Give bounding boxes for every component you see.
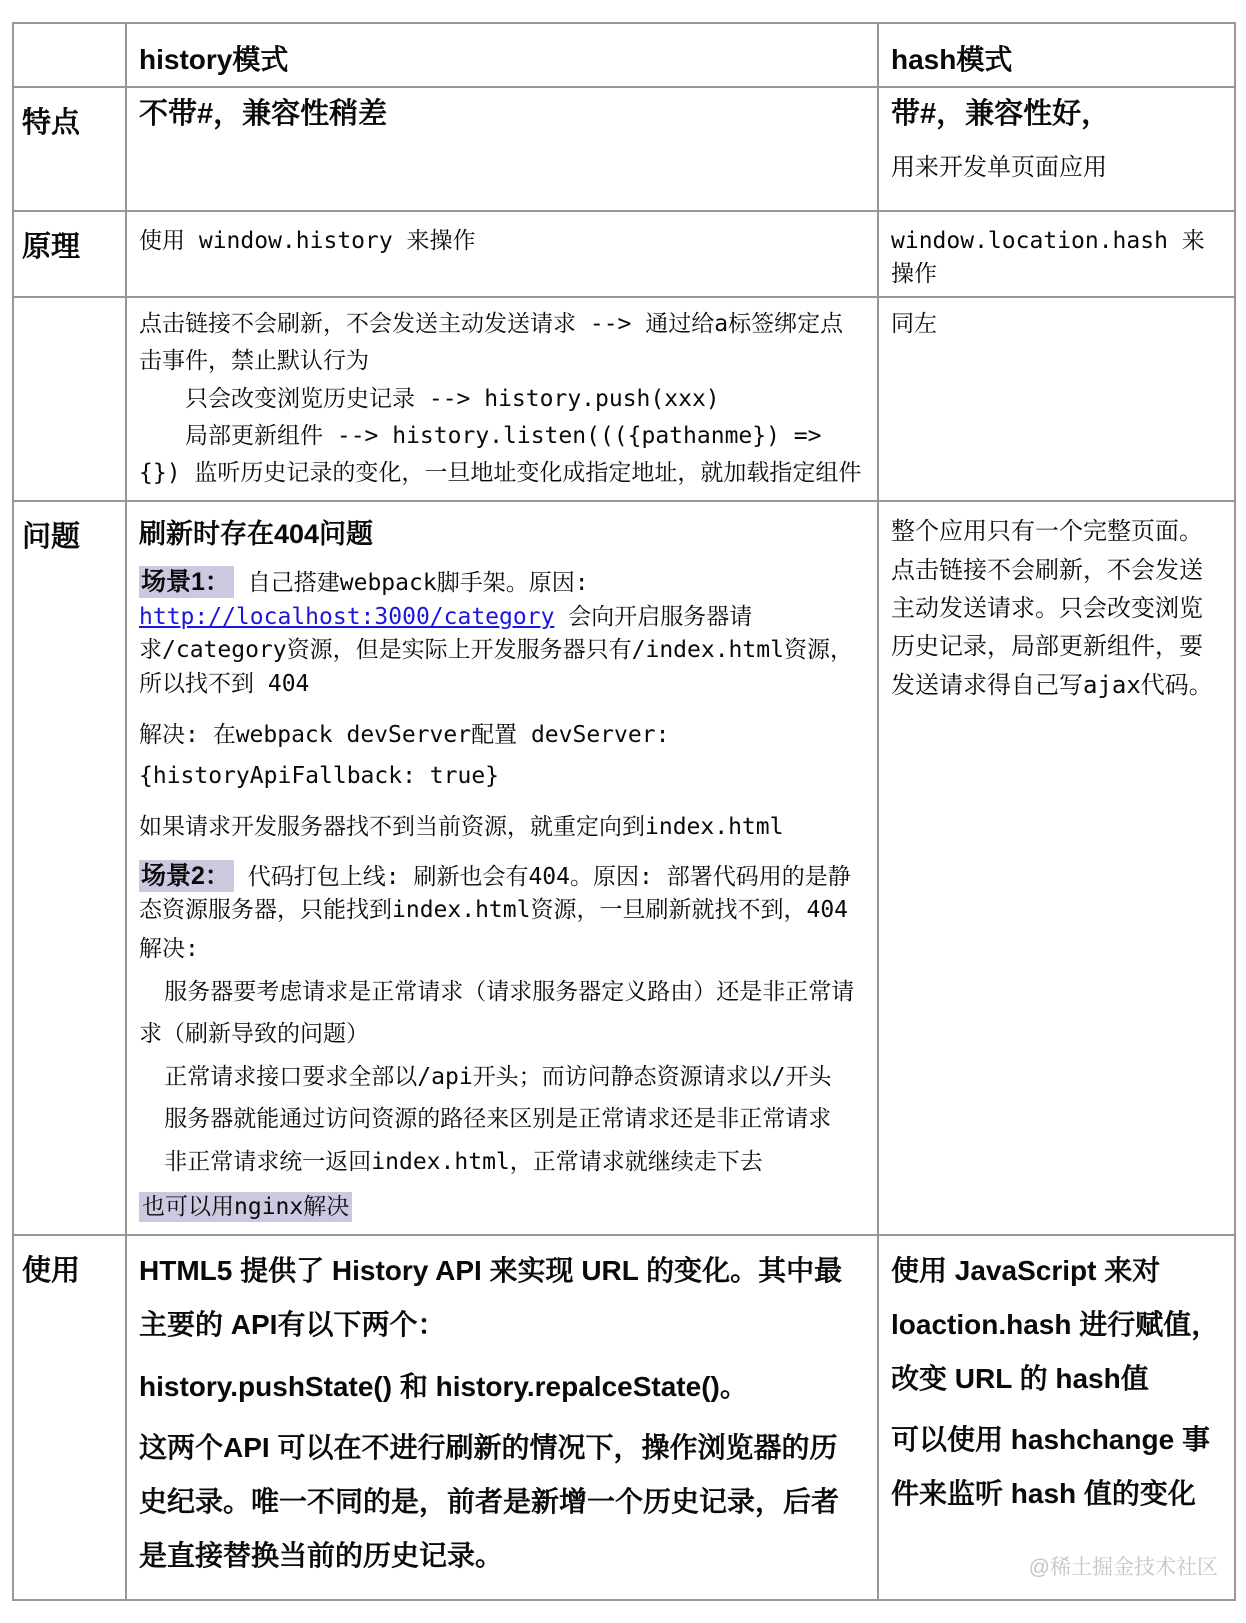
nginx-note-highlight: 也可以用nginx解决 — [139, 1192, 352, 1222]
features-row — [13, 87, 1235, 211]
principle-detail-text — [139, 306, 865, 492]
problems-hash-cell — [878, 501, 1235, 1235]
col-header-history: history模式 — [126, 23, 878, 87]
principle-detail-hash-cell — [878, 297, 1235, 501]
detail-line-history-listen: 局部更新组件 --> history.listen((({pathanme}) => {}) 监听历史记录的变化，一旦地址变化成指定地址，就加载指定组件 — [139, 422, 862, 486]
usage-history-cell — [126, 1235, 878, 1600]
row-label-features: 特点 — [13, 87, 126, 211]
usage-hash-p1: 使用 JavaScript 来对 loaction.hash 进行赋值，改变 URL 的 hash值 — [891, 1255, 1220, 1394]
row-label-problems: 问题 — [13, 501, 126, 1235]
problems-heading: 刷新时存在404问题 — [139, 519, 374, 550]
router-modes-table — [12, 22, 1236, 1601]
scene2-label: 场景2： — [139, 860, 234, 892]
problems-history-cell — [126, 501, 878, 1235]
scene2-paragraph — [139, 858, 865, 928]
features-hash-line1: 带#，兼容性好， — [891, 98, 1111, 130]
col-header-hash: hash模式 — [878, 23, 1235, 87]
usage-hash-p2: 可以使用 hashchange 事件来监听 hash 值的变化 — [891, 1424, 1210, 1510]
scene1-intro: 自己搭建webpack脚手架。原因: — [247, 570, 589, 597]
principle-history-text: 使用 window.history 来操作 — [139, 228, 476, 254]
header-row — [13, 23, 1235, 87]
principle-history-cell — [126, 211, 878, 297]
localhost-category-link[interactable]: http://localhost:3000/category — [139, 603, 555, 630]
principle-detail-label-cell — [13, 297, 126, 501]
row-label-principle: 原理 — [13, 211, 126, 297]
features-hash-cell — [878, 87, 1235, 211]
row-label-usage: 使用 — [13, 1235, 126, 1600]
scene1-paragraph — [139, 564, 865, 701]
scene1-after-link: 会向开启服务器请求/category资源，但是实际上开发服务器只有/index.html资源，所以找不到 404 — [139, 603, 853, 697]
usage-row — [13, 1235, 1235, 1600]
same-as-left-text: 同左 — [891, 311, 937, 337]
features-history-text: 不带#，兼容性稍差 — [139, 98, 388, 130]
usage-hash-cell — [878, 1235, 1235, 1600]
nginx-note-line — [139, 1189, 865, 1226]
features-history-cell — [126, 87, 878, 211]
principle-row — [13, 211, 1235, 297]
usage-history-p1: HTML5 提供了 History API 来实现 URL 的变化。其中最主要的 API有以下两个： — [139, 1255, 843, 1340]
problems-hash-text: 整个应用只有一个完整页面。点击链接不会刷新，不会发送主动发送请求。只会改变浏览历史记录，局部更新组件，要发送请求得自己写ajax代码。 — [891, 517, 1213, 699]
scene1-redirect: 如果请求开发服务器找不到当前资源，就重定向到index.html — [139, 814, 784, 841]
principle-detail-row — [13, 297, 1235, 501]
scene2-point-1: 服务器要考虑请求是正常请求（请求服务器定义路由）还是非正常请求（刷新导致的问题） — [139, 978, 855, 1048]
corner-cell — [13, 23, 126, 87]
detail-line-click: 点击链接不会刷新，不会发送主动发送请求 --> 通过给a标签绑定点击事件，禁止默认行为 — [139, 311, 844, 375]
scene1-label: 场景1： — [139, 566, 234, 598]
scene2-point-3: 服务器就能通过访问资源的路径来区别是正常请求还是非正常请求 — [164, 1106, 832, 1133]
usage-history-p3: 这两个API 可以在不进行刷新的情况下，操作浏览器的历史纪录。唯一不同的是，前者是新增一个历史记录，后者是直接替换当前的历史记录。 — [139, 1432, 840, 1571]
scene2-point-2: 正常请求接口要求全部以/api开头；而访问静态资源请求以/开头 — [164, 1063, 832, 1090]
principle-hash-cell — [878, 211, 1235, 297]
problems-row — [13, 501, 1235, 1235]
scene2-point-4: 非正常请求统一返回index.html，正常请求就继续走下去 — [164, 1148, 763, 1175]
scene2-intro: 代码打包上线: 刷新也会有404。原因: 部署代码用的是静态资源服务器，只能找到index.html资源，一旦刷新就找不到，404 — [139, 863, 851, 924]
scene2-points — [139, 971, 865, 1184]
juejin-watermark: @稀土掘金技术社区 — [1028, 1556, 1218, 1580]
scene2-solution-label: 解决: — [139, 936, 199, 963]
scene1-solution: 解决: 在webpack devServer配置 devServer: {historyApiFallback: true} — [139, 721, 670, 790]
usage-history-p2: history.pushState() 和 history.repalceState()。 — [139, 1370, 748, 1402]
principle-hash-text: window.location.hash 来操作 — [891, 228, 1205, 287]
principle-detail-history-cell — [126, 297, 878, 501]
features-hash-line2: 用来开发单页面应用 — [891, 153, 1107, 181]
detail-line-history-push: 只会改变浏览历史记录 --> history.push(xxx) — [185, 385, 720, 412]
